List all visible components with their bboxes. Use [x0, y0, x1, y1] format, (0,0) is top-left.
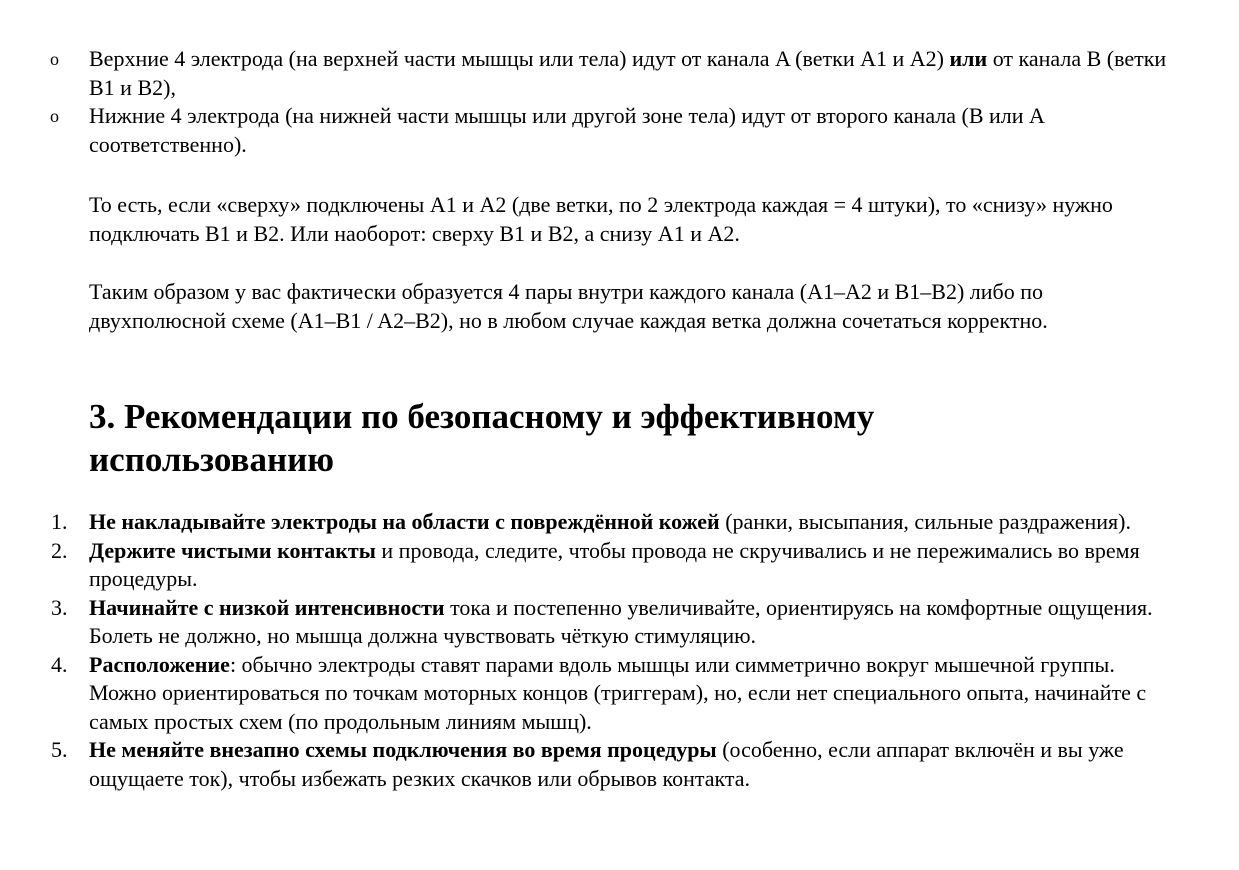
- list-number: 3.: [51, 594, 68, 620]
- bullet-emphasis: или: [949, 46, 988, 71]
- list-number: 5.: [51, 737, 68, 762]
- list-item-bold: Не меняйте внезапно схемы подключения во время процедуры: [89, 737, 717, 762]
- recommendations-list: [0, 508, 1239, 793]
- list-number: 2.: [51, 537, 68, 563]
- bullet-list: [0, 45, 1239, 159]
- list-item-text: (ранки, высыпания, сильные раздражения).: [719, 509, 1131, 534]
- list-item: [0, 508, 1159, 537]
- bullet-marker: o: [50, 49, 59, 69]
- list-item-bold: Не накладывайте электроды на области с повреждённой кожей: [89, 509, 720, 534]
- list-item-bold: Держите чистыми контакты: [89, 537, 376, 563]
- section-heading: 3. Рекомендации по безопасному и эффективному использованию: [89, 397, 875, 479]
- list-item: [0, 537, 1159, 594]
- list-item: [0, 45, 1169, 102]
- paragraph-pairs-summary: Таким образом у вас фактически образуется 4 пары внутри каждого канала (A1–A2 и B1–B2) либо по двухполюсной схеме (A1–B1 / A2–B2), но в любом случае каждая ветка должна сочетаться корректно.: [89, 279, 1048, 333]
- list-item: [0, 102, 1169, 159]
- bullet-marker: o: [50, 106, 59, 126]
- list-item: [0, 651, 1159, 737]
- list-item-text: (особенно, если аппарат включён и вы уже ощущаете ток), чтобы избежать резких скачков или обрывов контакта.: [89, 737, 1124, 791]
- list-number: 4.: [51, 651, 68, 677]
- list-item-text: : обычно электроды ставят парами вдоль мышцы или симметрично вокруг мышечной группы. Можно ориентироваться по точкам моторных концов (триггерам), но, если нет специального опыта, начинайте с самых простых схем (по продольным линиям мышц).: [89, 651, 1147, 734]
- list-number: 1.: [51, 509, 68, 534]
- bullet-text-continued: от канала B (ветки B1 и B2),: [89, 46, 1167, 100]
- list-item: [0, 594, 1159, 651]
- bullet-text: Нижние 4 электрода (на нижней части мышцы или другой зоне тела) идут от второго канала (B или A соответственно).: [89, 103, 1044, 157]
- list-item-bold: Расположение: [89, 651, 230, 677]
- paragraph-wiring-example: То есть, если «сверху» подключены A1 и A2 (две ветки, по 2 электрода каждая = 4 штуки), то «снизу» нужно подключать B1 и B2. Или наоборот: сверху B1 и B2, а снизу A1 и A2.: [89, 192, 1113, 246]
- list-item-text: и провода, следите, чтобы провода не скручивались и не пережимались во время процедуры.: [89, 537, 1140, 591]
- bullet-text: Верхние 4 электрода (на верхней части мышцы или тела) идут от канала A (ветки A1 и A2): [89, 46, 950, 71]
- list-item-bold: Начинайте с низкой интенсивности: [89, 594, 445, 620]
- list-item-text: тока и постепенно увеличивайте, ориентируясь на комфортные ощущения. Болеть не должно, но мышца должна чувствовать чёткую стимуляцию.: [89, 594, 1153, 648]
- list-item: [0, 736, 1159, 793]
